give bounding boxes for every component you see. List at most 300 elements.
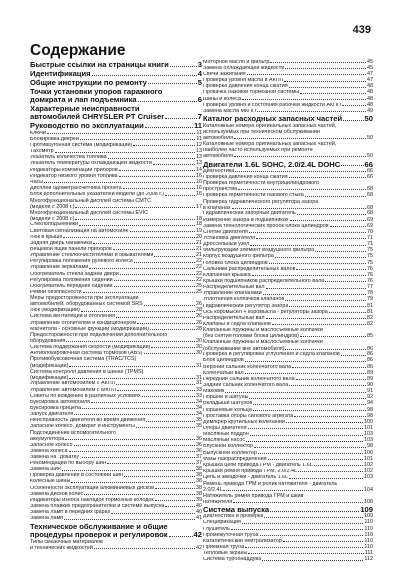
toc-page-number: 45: [367, 58, 373, 65]
dot-leader: [146, 421, 195, 422]
toc-page-number: 110: [364, 537, 373, 544]
dot-leader: [257, 111, 366, 112]
toc-page-number: 50: [367, 135, 373, 142]
dot-leader: [94, 548, 195, 549]
toc-page-number: 5: [197, 77, 202, 87]
toc-page-number: 14: [196, 166, 202, 173]
dot-leader: [120, 274, 195, 275]
toc-subentry: [203, 556, 373, 562]
toc-page-number: 31: [196, 380, 202, 387]
toc-page-number: 110: [364, 531, 373, 538]
toc-page-number: 98: [367, 443, 373, 450]
toc-entry-line: Характерные неисправности: [30, 104, 140, 114]
toc-entry-title: в клапанах: [203, 204, 231, 211]
toc-entry-title: Антиблокировочная система тормозов (ABS): [30, 351, 143, 357]
toc-page-number: 22: [196, 258, 202, 265]
toc-entry-line: наиболее часто используемых при ремонте: [203, 147, 313, 154]
dot-leader: [69, 451, 195, 452]
toc-page-number: 69: [367, 216, 373, 223]
toc-page-number: 21: [196, 246, 202, 253]
dot-leader: [133, 145, 195, 146]
toc-entry-title: Проверка давления конца сжатия: [203, 84, 288, 90]
toc-entry-title: Головка блока цилиндров: [203, 260, 268, 266]
toc-page-number: 11: [193, 121, 202, 131]
toc-entry-line: Противобуксовочная система (TRAC/TCS): [30, 356, 137, 363]
toc-entry-title: Особенности эксплуатации алюминиевых дисков: [30, 485, 154, 491]
toc-entry-title: домкрата и лап подъемника: [30, 94, 137, 104]
toc-chapter: [30, 523, 202, 539]
dot-leader: [341, 355, 366, 356]
toc-entry-title: Фазы газораспределения: [203, 456, 267, 462]
toc-entry-title: Ключи: [30, 130, 47, 136]
toc-chapter: [30, 105, 202, 121]
toc-page-number: 38: [196, 490, 202, 497]
toc-subentry: [203, 108, 373, 114]
dot-leader: [289, 478, 363, 479]
toc-entry-title: Рекомендации по выбору шин: [30, 461, 106, 467]
dot-leader: [79, 225, 195, 226]
toc-entry-last-line: [30, 113, 202, 121]
dot-leader: [238, 189, 366, 190]
dot-leader: [114, 286, 195, 287]
toc-entry-title: Распределительный вал: [203, 315, 265, 321]
dot-leader: [300, 93, 366, 94]
toc-subentry: [30, 539, 202, 551]
toc-page-number: 111: [364, 550, 373, 557]
toc-subentry: [30, 295, 202, 307]
toc-entry-last-line: [30, 545, 202, 551]
toc-entry-title: Передний сальник коленчатого вала: [203, 376, 295, 382]
toc-entry-title: Установка двигателя: [203, 236, 256, 242]
toc-entry-title: Запасное колесо, домкрат и инструменты: [30, 424, 135, 430]
toc-entry-title: Проверка уровня масла в АКПП: [203, 78, 284, 84]
toc-entry-title: (модификации): [30, 362, 69, 369]
dot-leader: [137, 323, 195, 324]
toc-entry-line: Клапанные пружины и маслосъемные колпачки: [203, 339, 323, 346]
toc-entry-line: Ремень привода ГРМ и ролик натяжителя - двигатель: [203, 480, 338, 487]
toc-page-number: 42: [196, 545, 202, 552]
dot-leader: [123, 188, 195, 189]
toc-page-number: 30: [196, 338, 202, 345]
toc-entry-title: Управление стеклоочистителями и омывателями: [30, 253, 154, 259]
toc-entry-title: Проставка опоры силового агрегата: [203, 413, 294, 419]
toc-entry-line: Проверка гидравлического регулятора зазора: [203, 198, 319, 205]
toc-chapter: [203, 506, 373, 514]
toc-entry-line: Предосторожности при подключении дополнительного: [30, 332, 168, 339]
dot-leader: [69, 378, 195, 379]
toc-entry-title: Корпус воздушного фильтра: [203, 254, 274, 260]
toc-page-number: 79: [367, 296, 373, 303]
toc-page-number: 71: [367, 235, 373, 242]
page-title: Содержание: [30, 42, 126, 59]
toc-page-number: 38: [196, 484, 202, 491]
toc-entry-title: Верхний сальник коленчатого вала: [203, 364, 292, 370]
toc-entry-title: и технических жидкостей: [30, 545, 93, 552]
toc-entry-last-line: [203, 153, 373, 159]
dot-leader: [260, 535, 364, 536]
page-number: 439: [352, 24, 371, 36]
toc-page-number: 110: [364, 519, 373, 526]
toc-page-number: 22: [196, 264, 202, 271]
toc-entry-title: Указатель количества топлива: [30, 155, 107, 161]
dot-leader: [71, 482, 195, 483]
dot-leader: [107, 463, 195, 464]
toc-page-number: 103: [364, 431, 373, 438]
dot-leader: [44, 182, 195, 183]
dot-leader: [165, 118, 197, 119]
dot-leader: [154, 256, 195, 257]
dot-leader: [264, 517, 363, 518]
toc-page-number: 38: [196, 466, 202, 473]
toc-page-number: 28: [196, 307, 202, 314]
dot-leader: [258, 453, 363, 454]
dot-leader: [253, 404, 366, 405]
dot-leader: [268, 459, 363, 460]
toc-page-number: 40: [196, 509, 202, 516]
dot-leader: [142, 396, 195, 397]
toc-page-number: 102: [364, 467, 373, 474]
toc-page-number: 103: [364, 437, 373, 444]
dot-leader: [116, 384, 195, 385]
toc-page-number: 37: [196, 460, 202, 467]
dot-leader: [124, 476, 195, 477]
dot-leader: [91, 402, 195, 403]
dot-leader: [270, 62, 366, 63]
toc-chapter: [30, 122, 202, 130]
toc-entry-title: Задний сальник коленчатого вала: [203, 383, 289, 389]
toc-entry-last-line: [30, 531, 202, 539]
toc-page-number: 36: [196, 435, 202, 442]
toc-subentry: [30, 356, 202, 368]
toc-entry-title: пространства: [203, 186, 238, 193]
toc-entry-title: аккумулятора: [30, 435, 65, 442]
toc-page-number: 98: [367, 406, 373, 413]
dot-leader: [232, 208, 366, 209]
dot-leader: [262, 560, 363, 561]
toc-page-number: 89: [367, 375, 373, 382]
toc-page-number: 94: [367, 400, 373, 407]
dot-leader: [65, 439, 195, 440]
dot-leader: [325, 281, 366, 282]
toc-chapter: [30, 70, 202, 78]
toc-entry-title: Регулировка положения сидений: [30, 277, 113, 283]
toc-entry-title: Система турбонаддува: [203, 557, 262, 563]
toc-entry-title: процедуры проверок и регулировок: [30, 530, 168, 540]
toc-entry-title: Быстрые ссылки на страницы книги: [30, 60, 169, 70]
toc-page-number: 34: [196, 411, 202, 418]
dot-leader: [233, 502, 363, 503]
dot-leader: [113, 249, 195, 250]
toc-entry-title: Крышки подшипников распределительного вала: [203, 279, 325, 284]
toc-entry-title: Управление отопителем и кондиционером: [30, 320, 137, 326]
toc-page-number: 26: [196, 301, 202, 308]
toc-entry-title: Масляный насос: [203, 438, 246, 444]
toc-page-number: 40: [196, 503, 202, 509]
dot-leader: [235, 171, 366, 172]
toc-entry-title: Выпускной коллектор: [203, 450, 257, 456]
toc-subentry: [30, 332, 202, 344]
toc-subentry: [30, 430, 202, 442]
dot-leader: [242, 523, 364, 524]
toc-entry-title: Фильтрующий элемент воздушного фильтра: [203, 248, 315, 254]
dot-leader: [119, 176, 195, 177]
toc-page-number: 110: [364, 525, 373, 532]
toc-page-number: 41: [196, 515, 202, 522]
toc-entry-title: Шины и колеса: [203, 96, 241, 102]
dot-leader: [256, 238, 366, 239]
toc-subentry: [203, 180, 373, 192]
toc-page-number: 75: [367, 247, 373, 254]
toc-page-number: 12: [196, 142, 202, 149]
dot-leader: [245, 547, 363, 548]
toc-entry-title: автомобилей CHRYSLER PT Cruiser: [30, 112, 165, 122]
dot-leader: [223, 490, 363, 491]
dot-leader: [47, 133, 195, 134]
toc-entry-title: Замена масла МКПП: [203, 108, 256, 114]
toc-page-number: 35: [196, 423, 202, 430]
dot-leader: [248, 428, 363, 429]
dot-leader: [294, 416, 366, 417]
toc-page-number: 30: [196, 350, 202, 357]
toc-page-number: 19: [196, 227, 202, 234]
dot-leader: [170, 66, 197, 67]
dot-leader: [250, 435, 363, 436]
toc-entry-title: Буксировка прицепа: [30, 405, 81, 411]
dot-leader: [62, 470, 195, 471]
dot-leader: [343, 120, 363, 121]
dot-leader: [153, 164, 195, 165]
dot-leader: [150, 329, 195, 330]
toc-entry-title: Цепь и звездочки - двигатель 1.6L: [203, 475, 289, 481]
dot-leader: [330, 226, 366, 227]
toc-page-number: 82: [367, 314, 373, 321]
toc-page-number: 76: [367, 271, 373, 278]
toc-entry-title: Проверка и регулировка углубления и седла клапанов: [203, 352, 340, 358]
toc-entry-title: (обслуживание вне автомобиля): [203, 345, 285, 352]
toc-page-number: 31: [196, 374, 202, 381]
toc-entry-title: Замена дисков колес: [30, 491, 84, 497]
toc-entry-title: Поршни и шатуны: [203, 395, 249, 401]
toc-entry-title: Замена шин: [30, 467, 61, 473]
toc-subentry: [203, 493, 373, 505]
toc-entry-title: Проверка давления в состоянии шин: [30, 473, 124, 479]
dot-leader: [169, 536, 193, 537]
toc-page-number: 103: [364, 474, 373, 481]
toc-page-number: 78: [367, 290, 373, 297]
toc-entry-line: Многофункциональный дисплей системы EVIC: [30, 209, 148, 216]
toc-page-number: 16: [196, 185, 202, 191]
dot-leader: [111, 513, 195, 514]
toc-entry-title: Советы по вождению в различных условиях: [30, 393, 141, 399]
toc-page-number: 39: [196, 496, 202, 503]
toc-entry-title: Дроссельный узел: [203, 242, 250, 248]
toc-entry-title: Ремни безопасности: [30, 290, 82, 296]
toc-entry-title: Неисправность двигателя во время движения: [30, 418, 146, 424]
dot-leader: [116, 317, 195, 318]
dot-leader: [80, 139, 196, 140]
toc-page-number: 85: [367, 333, 373, 340]
toc-entry-title: 2.0/2.4L: [203, 486, 223, 493]
toc-entry-title: Обогреватель стекла задней двери: [30, 271, 119, 277]
toc-entry-title: Регулировка положения рулевого колеса: [30, 259, 133, 265]
dot-leader: [82, 457, 195, 458]
dot-leader: [82, 408, 195, 409]
toc-page-number: 33: [196, 392, 202, 399]
dot-leader: [296, 379, 366, 380]
toc-entry-title: Впускной коллектор: [203, 444, 254, 450]
toc-entry-title: Коленчатый вал: [203, 370, 244, 376]
toc-entry-line: Подсоединение вспомогательного: [30, 429, 116, 436]
toc-entry-title: (модели с 2008 г.): [30, 215, 75, 222]
dot-leader: [93, 243, 195, 244]
toc-page-number: 22: [196, 276, 202, 283]
toc-page-number: 48: [367, 83, 373, 90]
toc-entry-title: Система выпуска: [203, 504, 270, 514]
toc-page-number: 26: [196, 319, 202, 326]
dot-leader: [247, 74, 366, 75]
toc-page-number: 104: [364, 486, 373, 493]
toc-entry-line: Клапанные пружины и маслосъемные колпачки: [203, 327, 323, 334]
toc-entry-title: Крышки ремня привода ГРМ, 2.0/2.4L: [203, 468, 297, 474]
toc-subentry: [203, 123, 373, 141]
dot-leader: [63, 237, 195, 238]
toc-entry-title: Глушитель: [203, 526, 230, 532]
toc-entry-title: Часы: [30, 179, 44, 185]
toc-page-number: 66: [367, 167, 373, 174]
toc-page-number: 68: [367, 210, 373, 217]
dot-leader: [74, 445, 195, 446]
toc-page-number: 68: [367, 186, 373, 193]
toc-entry-title: Проверка герметичности газового стыка: [203, 193, 304, 199]
dot-leader: [266, 318, 366, 319]
dot-leader: [55, 152, 195, 153]
toc-page-number: 3: [197, 60, 202, 70]
toc-page-number: 49: [367, 107, 373, 114]
dot-leader: [144, 305, 195, 306]
dot-leader: [253, 410, 366, 411]
toc-entry-title: Люк (модификации): [30, 308, 80, 314]
toc-entry-title: Задняя дверь багажника: [30, 240, 92, 246]
toc-entry-title: автомобиля: [203, 153, 234, 160]
toc-page-number: 42: [193, 530, 202, 540]
dot-leader: [263, 294, 366, 295]
toc-page-number: 37: [196, 453, 202, 460]
toc-subentry: [203, 199, 373, 211]
dot-leader: [298, 471, 363, 472]
toc-entry-line: Многофункциональный дисплей системы CMTC: [30, 197, 151, 204]
toc-entry-title: Клапанная крышка: [203, 272, 251, 278]
dot-leader: [283, 541, 364, 542]
toc-page-number: 31: [196, 362, 202, 369]
toc-page-number: 81: [367, 302, 373, 309]
dot-leader: [234, 138, 366, 139]
toc-entry-title: Система вентиляции и отопления: [30, 314, 115, 320]
toc-entry-title: Стеклоподъемники: [30, 222, 79, 228]
toc-page-number: 45: [367, 64, 373, 71]
dot-leader: [289, 87, 366, 88]
toc-page-number: 70: [367, 228, 373, 235]
toc-entry-title: Блок дополнительных указателей модели (до 2008 г.): [30, 192, 164, 198]
toc-entry-line: Каталожные номера оригинальных запасных частей,: [203, 141, 337, 148]
toc-page-number: 50: [364, 114, 373, 124]
toc-subentry: [203, 327, 373, 339]
dot-leader: [151, 347, 195, 348]
toc-entry-title: Запуск двигателя: [30, 412, 74, 418]
dot-leader: [74, 414, 195, 415]
toc-page-number: 7: [197, 112, 202, 122]
toc-entry-title: Обогреватель передних сидений: [30, 283, 113, 289]
dot-leader: [234, 156, 366, 157]
toc-chapter: [203, 115, 373, 123]
toc-entry-title: Прокачка базовой тормозной системы: [203, 90, 300, 96]
toc-entry-title: Опоры двигателя: [203, 426, 247, 431]
toc-page-number: 36: [196, 447, 202, 454]
toc-page-number: 25: [196, 289, 202, 296]
toc-entry-line: Типы смазочных материалов: [30, 539, 103, 546]
toc-entry-line: Система контроля давления в шинах (TPMS): [30, 368, 144, 375]
toc-subentry: [30, 369, 202, 381]
toc-entry-title: Приемная труба: [203, 544, 245, 550]
toc-entry-title: Управление автомобилем с МКПП: [30, 387, 117, 393]
toc-entry-title: Каталог расходных запасных частей: [203, 114, 343, 124]
toc-page-number: 30: [196, 343, 202, 350]
dot-leader: [285, 349, 366, 350]
toc-entry-title: Проверка уровня и состояния рабочей жидкости АКПП: [203, 102, 341, 108]
toc-entry-title: (модели с 2008 г.): [30, 203, 75, 210]
dot-leader: [75, 219, 195, 220]
dot-leader: [138, 101, 197, 102]
toc-chapter: [203, 161, 373, 169]
toc-entry-title: Замена ламп: [30, 516, 64, 522]
dot-leader: [252, 275, 366, 276]
dot-leader: [248, 553, 363, 554]
dot-leader: [289, 385, 366, 386]
toc-entry-title: Спецификация: [203, 520, 241, 526]
dot-leader: [83, 292, 195, 293]
toc-page-number: 75: [367, 259, 373, 266]
toc-page-number: 66: [367, 173, 373, 180]
dot-leader: [297, 214, 366, 215]
toc-page-number: 100: [364, 418, 373, 425]
dot-leader: [270, 511, 359, 512]
toc-page-number: 16: [196, 178, 202, 185]
toc-page-number: 69: [367, 222, 373, 229]
toc-entry-title: Каталитический нейтрализатор: [203, 538, 282, 544]
toc-right-column: [203, 59, 373, 563]
dot-leader: [314, 465, 363, 466]
dot-leader: [136, 427, 195, 428]
dot-leader: [289, 306, 366, 307]
toc-entry-title: Дисплей одометра/счетчика пробега: [30, 186, 122, 191]
toc-subentry: [30, 516, 202, 522]
toc-entry-title: Сальники распределительных валов: [203, 266, 296, 272]
toc-entry-title: Измерение зазора в подшипниках: [203, 217, 289, 223]
toc-page-number: 13: [196, 148, 202, 155]
dot-leader: [155, 500, 195, 501]
toc-entry-title: Идентификация: [30, 68, 91, 78]
toc-entry-last-line: [203, 499, 373, 505]
dot-leader: [84, 494, 195, 495]
dot-leader: [119, 170, 195, 171]
toc-subentry: [30, 210, 202, 222]
toc-entry-last-line: [30, 96, 202, 104]
toc-page-number: 90: [367, 382, 373, 389]
dot-leader: [292, 367, 366, 368]
dot-leader: [134, 262, 195, 263]
dot-leader: [165, 506, 195, 507]
toc-entry-title: Демпфер крутильных колебаний: [203, 419, 286, 425]
toc-page-number: 18: [196, 215, 202, 222]
